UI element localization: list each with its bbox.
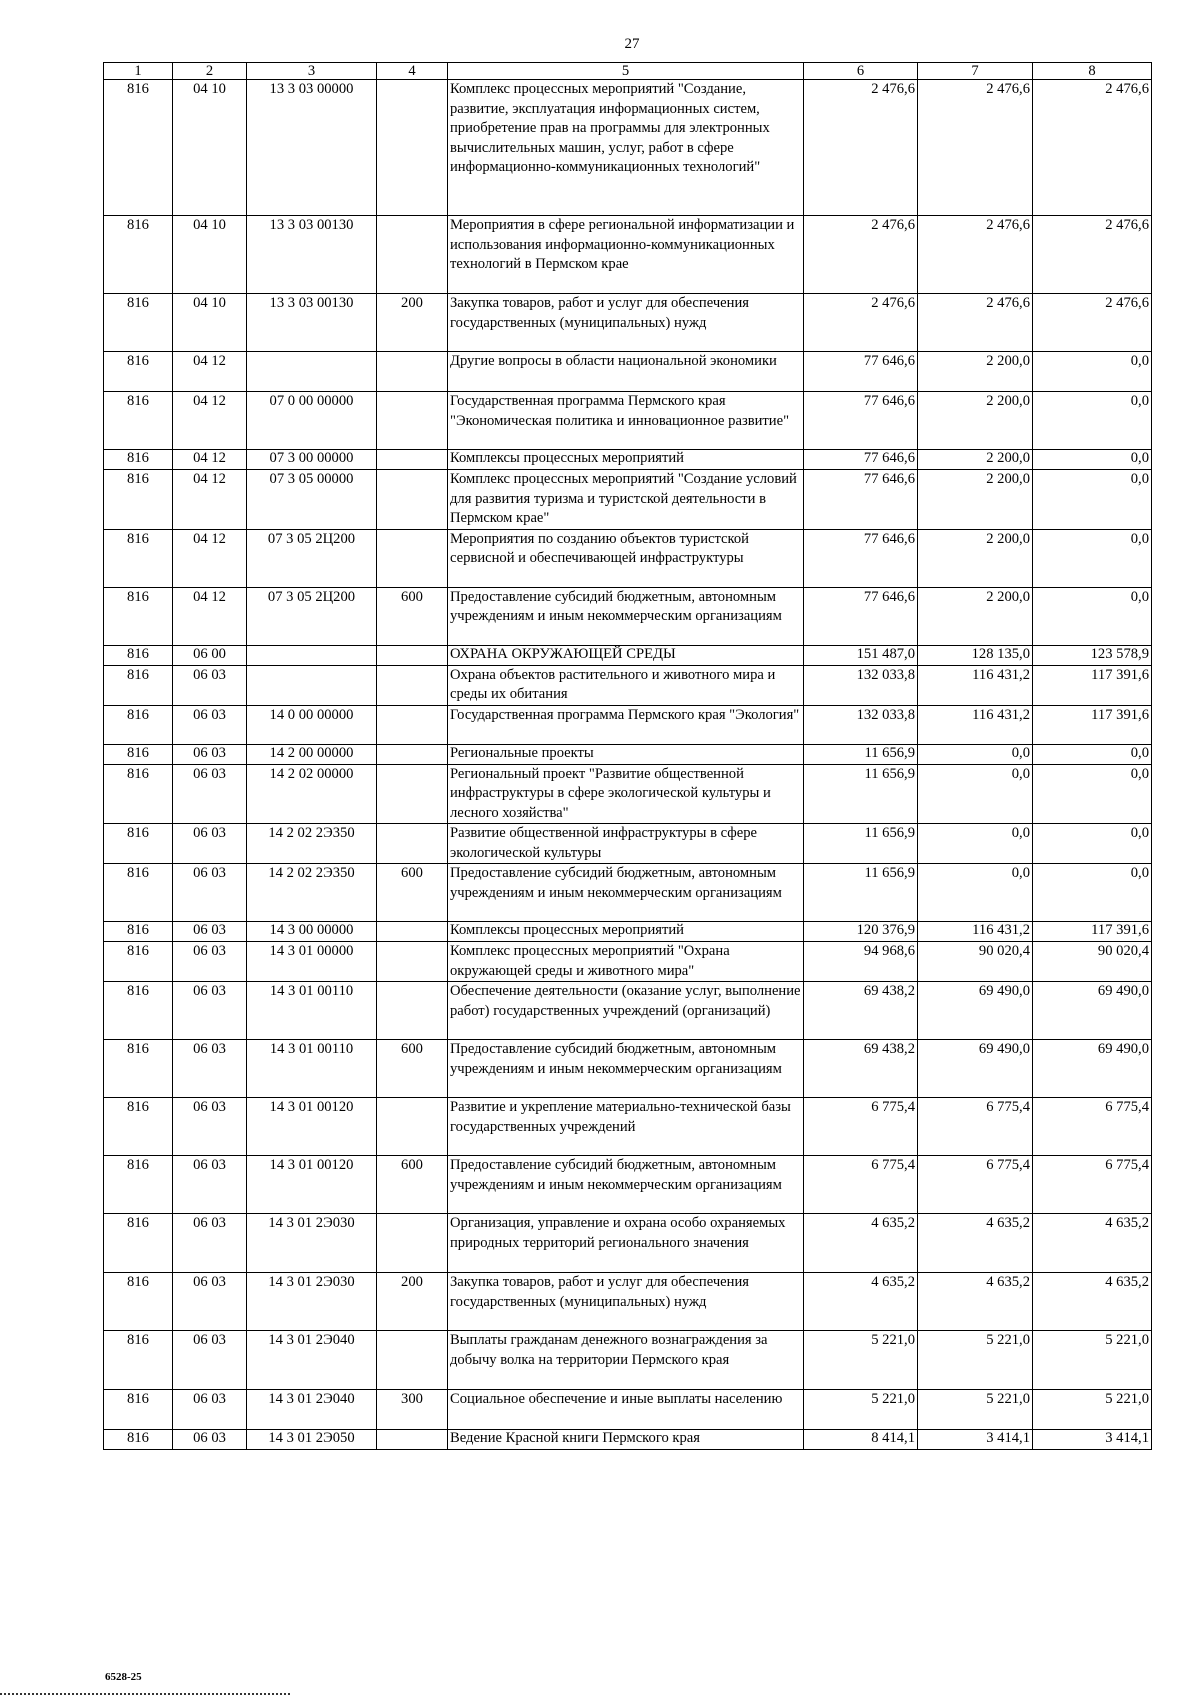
target-article-code: 14 0 00 00000 [247, 705, 377, 744]
amount-year-1: 120 376,9 [804, 922, 918, 942]
amount-year-3: 3 414,1 [1033, 1430, 1152, 1450]
expense-type-code [377, 352, 448, 392]
expense-type-code: 600 [377, 1156, 448, 1214]
amount-year-3: 2 476,6 [1033, 294, 1152, 352]
item-name: Комплекс процессных мероприятий "Охрана окружающей среды и животного мира" [448, 942, 804, 982]
amount-year-2: 2 476,6 [918, 80, 1033, 216]
table-row [104, 80, 1152, 216]
section-code: 06 03 [173, 1040, 247, 1098]
target-article-code: 14 3 01 2Э050 [247, 1430, 377, 1450]
admin-code: 816 [104, 470, 173, 530]
target-article-code: 07 3 05 00000 [247, 470, 377, 530]
section-code: 06 03 [173, 1390, 247, 1430]
admin-code: 816 [104, 665, 173, 705]
admin-code: 816 [104, 1214, 173, 1273]
column-header: 4 [377, 63, 448, 80]
amount-year-1: 132 033,8 [804, 665, 918, 705]
target-article-code: 13 3 03 00130 [247, 216, 377, 294]
amount-year-1: 77 646,6 [804, 470, 918, 530]
header-row [104, 63, 1152, 80]
section-code: 06 03 [173, 1331, 247, 1390]
target-article-code: 14 3 01 2Э040 [247, 1390, 377, 1430]
amount-year-2: 2 200,0 [918, 470, 1033, 530]
table-row [104, 705, 1152, 744]
section-code: 06 03 [173, 744, 247, 764]
section-code: 06 03 [173, 665, 247, 705]
amount-year-1: 2 476,6 [804, 80, 918, 216]
amount-year-1: 11 656,9 [804, 744, 918, 764]
amount-year-2: 3 414,1 [918, 1430, 1033, 1450]
target-article-code: 07 3 05 2Ц200 [247, 529, 377, 587]
expense-type-code: 300 [377, 1390, 448, 1430]
amount-year-2: 2 200,0 [918, 352, 1033, 392]
item-name: Предоставление субсидий бюджетным, автономным учреждениям и иным некоммерческим организациям [448, 864, 804, 922]
amount-year-3: 0,0 [1033, 529, 1152, 587]
expense-type-code [377, 1430, 448, 1450]
section-code: 06 03 [173, 942, 247, 982]
expense-type-code [377, 824, 448, 864]
target-article-code: 07 3 05 2Ц200 [247, 587, 377, 645]
table-row [104, 744, 1152, 764]
amount-year-3: 5 221,0 [1033, 1331, 1152, 1390]
section-code: 06 03 [173, 922, 247, 942]
amount-year-3: 0,0 [1033, 764, 1152, 824]
amount-year-1: 2 476,6 [804, 294, 918, 352]
admin-code: 816 [104, 1040, 173, 1098]
amount-year-1: 5 221,0 [804, 1331, 918, 1390]
amount-year-3: 69 490,0 [1033, 982, 1152, 1040]
admin-code: 816 [104, 922, 173, 942]
admin-code: 816 [104, 450, 173, 470]
section-code: 06 03 [173, 1214, 247, 1273]
amount-year-1: 4 635,2 [804, 1273, 918, 1331]
section-code: 06 03 [173, 1430, 247, 1450]
amount-year-3: 2 476,6 [1033, 216, 1152, 294]
section-code: 04 10 [173, 294, 247, 352]
table-row [104, 352, 1152, 392]
amount-year-1: 11 656,9 [804, 764, 918, 824]
expense-type-code [377, 744, 448, 764]
target-article-code: 14 3 01 00110 [247, 1040, 377, 1098]
expense-type-code [377, 645, 448, 665]
column-header: 6 [804, 63, 918, 80]
item-name: Региональные проекты [448, 744, 804, 764]
amount-year-3: 0,0 [1033, 824, 1152, 864]
amount-year-2: 0,0 [918, 864, 1033, 922]
expense-type-code [377, 392, 448, 450]
section-code: 04 12 [173, 450, 247, 470]
item-name: Комплексы процессных мероприятий [448, 450, 804, 470]
item-name: Развитие и укрепление материально-технической базы государственных учреждений [448, 1098, 804, 1156]
item-name: Предоставление субсидий бюджетным, автономным учреждениям и иным некоммерческим организациям [448, 1040, 804, 1098]
table-row [104, 982, 1152, 1040]
amount-year-1: 77 646,6 [804, 529, 918, 587]
amount-year-1: 4 635,2 [804, 1214, 918, 1273]
item-name: Комплекс процессных мероприятий "Создание, развитие, эксплуатация информационных систем, приобретение прав на программы для электронных вычислительных машин, услуг, работ в сфере информационно-коммуникационных технологий" [448, 80, 804, 216]
item-name: Закупка товаров, работ и услуг для обеспечения государственных (муниципальных) нужд [448, 1273, 804, 1331]
item-name: Выплаты гражданам денежного вознаграждения за добычу волка на территории Пермского края [448, 1331, 804, 1390]
amount-year-3: 117 391,6 [1033, 665, 1152, 705]
section-code: 06 03 [173, 1098, 247, 1156]
amount-year-1: 11 656,9 [804, 824, 918, 864]
amount-year-2: 116 431,2 [918, 665, 1033, 705]
section-code: 04 12 [173, 352, 247, 392]
admin-code: 816 [104, 352, 173, 392]
expense-type-code: 200 [377, 1273, 448, 1331]
column-header: 5 [448, 63, 804, 80]
amount-year-2: 116 431,2 [918, 705, 1033, 744]
table-row [104, 587, 1152, 645]
table-row [104, 1214, 1152, 1273]
expense-type-code [377, 80, 448, 216]
section-code: 04 12 [173, 587, 247, 645]
table-row [104, 216, 1152, 294]
section-code: 04 12 [173, 392, 247, 450]
table-row [104, 294, 1152, 352]
amount-year-3: 69 490,0 [1033, 1040, 1152, 1098]
table-row [104, 665, 1152, 705]
section-code: 06 00 [173, 645, 247, 665]
target-article-code: 14 3 01 2Э030 [247, 1214, 377, 1273]
amount-year-1: 6 775,4 [804, 1156, 918, 1214]
item-name: Закупка товаров, работ и услуг для обеспечения государственных (муниципальных) нужд [448, 294, 804, 352]
section-code: 06 03 [173, 705, 247, 744]
section-code: 04 10 [173, 80, 247, 216]
target-article-code: 14 3 01 00120 [247, 1156, 377, 1214]
table-row [104, 942, 1152, 982]
amount-year-3: 0,0 [1033, 587, 1152, 645]
amount-year-3: 0,0 [1033, 392, 1152, 450]
column-header: 1 [104, 63, 173, 80]
admin-code: 816 [104, 392, 173, 450]
amount-year-2: 2 200,0 [918, 450, 1033, 470]
target-article-code: 07 3 00 00000 [247, 450, 377, 470]
item-name: Обеспечение деятельности (оказание услуг, выполнение работ) государственных учреждений (организаций) [448, 982, 804, 1040]
item-name: Государственная программа Пермского края "Экология" [448, 705, 804, 744]
target-article-code: 14 3 01 2Э030 [247, 1273, 377, 1331]
section-code: 06 03 [173, 1273, 247, 1331]
target-article-code: 14 2 02 2Э350 [247, 824, 377, 864]
column-header: 2 [173, 63, 247, 80]
amount-year-3: 0,0 [1033, 352, 1152, 392]
admin-code: 816 [104, 80, 173, 216]
amount-year-2: 4 635,2 [918, 1273, 1033, 1331]
table-row [104, 1098, 1152, 1156]
item-name: Мероприятия по созданию объектов туристской сервисной и обеспечивающей инфраструктуры [448, 529, 804, 587]
expense-type-code [377, 216, 448, 294]
amount-year-2: 2 476,6 [918, 216, 1033, 294]
expense-type-code: 600 [377, 864, 448, 922]
admin-code: 816 [104, 587, 173, 645]
admin-code: 816 [104, 764, 173, 824]
amount-year-3: 90 020,4 [1033, 942, 1152, 982]
item-name: Предоставление субсидий бюджетным, автономным учреждениям и иным некоммерческим организациям [448, 1156, 804, 1214]
expense-type-code: 200 [377, 294, 448, 352]
amount-year-3: 2 476,6 [1033, 80, 1152, 216]
amount-year-3: 0,0 [1033, 450, 1152, 470]
amount-year-1: 2 476,6 [804, 216, 918, 294]
section-code: 04 12 [173, 529, 247, 587]
expense-type-code [377, 922, 448, 942]
amount-year-2: 2 200,0 [918, 587, 1033, 645]
item-name: Социальное обеспечение и иные выплаты населению [448, 1390, 804, 1430]
admin-code: 816 [104, 1156, 173, 1214]
amount-year-3: 5 221,0 [1033, 1390, 1152, 1430]
item-name: Развитие общественной инфраструктуры в сфере экологической культуры [448, 824, 804, 864]
section-code: 06 03 [173, 982, 247, 1040]
target-article-code: 14 3 01 00000 [247, 942, 377, 982]
expense-type-code [377, 982, 448, 1040]
target-article-code [247, 645, 377, 665]
expense-type-code [377, 1214, 448, 1273]
page-number: 27 [624, 36, 640, 52]
item-name: Охрана объектов растительного и животного мира и среды их обитания [448, 665, 804, 705]
amount-year-2: 69 490,0 [918, 982, 1033, 1040]
admin-code: 816 [104, 1331, 173, 1390]
amount-year-2: 2 476,6 [918, 294, 1033, 352]
amount-year-2: 5 221,0 [918, 1331, 1033, 1390]
section-code: 06 03 [173, 864, 247, 922]
expense-type-code [377, 764, 448, 824]
amount-year-1: 77 646,6 [804, 450, 918, 470]
target-article-code: 14 2 02 00000 [247, 764, 377, 824]
item-name: Предоставление субсидий бюджетным, автономным учреждениям и иным некоммерческим организациям [448, 587, 804, 645]
admin-code: 816 [104, 1273, 173, 1331]
item-name: Мероприятия в сфере региональной информатизации и использования информационно-коммуникационных технологий в Пермском крае [448, 216, 804, 294]
item-name: Комплексы процессных мероприятий [448, 922, 804, 942]
item-name: Ведение Красной книги Пермского края [448, 1430, 804, 1450]
amount-year-1: 69 438,2 [804, 1040, 918, 1098]
amount-year-1: 151 487,0 [804, 645, 918, 665]
item-name: Другие вопросы в области национальной экономики [448, 352, 804, 392]
item-name: Государственная программа Пермского края "Экономическая политика и инновационное развитие" [448, 392, 804, 450]
amount-year-2: 0,0 [918, 764, 1033, 824]
amount-year-1: 132 033,8 [804, 705, 918, 744]
amount-year-2: 0,0 [918, 744, 1033, 764]
table-row [104, 824, 1152, 864]
target-article-code: 13 3 03 00130 [247, 294, 377, 352]
target-article-code: 14 2 02 2Э350 [247, 864, 377, 922]
amount-year-2: 90 020,4 [918, 942, 1033, 982]
target-article-code: 14 3 01 00120 [247, 1098, 377, 1156]
amount-year-3: 123 578,9 [1033, 645, 1152, 665]
target-article-code: 14 3 01 2Э040 [247, 1331, 377, 1390]
admin-code: 816 [104, 824, 173, 864]
admin-code: 816 [104, 982, 173, 1040]
amount-year-3: 117 391,6 [1033, 922, 1152, 942]
amount-year-2: 116 431,2 [918, 922, 1033, 942]
amount-year-3: 6 775,4 [1033, 1156, 1152, 1214]
expense-type-code [377, 470, 448, 530]
admin-code: 816 [104, 1098, 173, 1156]
amount-year-3: 0,0 [1033, 470, 1152, 530]
admin-code: 816 [104, 529, 173, 587]
admin-code: 816 [104, 942, 173, 982]
document-code: 6528-25 [105, 1671, 142, 1683]
item-name: ОХРАНА ОКРУЖАЮЩЕЙ СРЕДЫ [448, 645, 804, 665]
admin-code: 816 [104, 294, 173, 352]
amount-year-2: 2 200,0 [918, 529, 1033, 587]
admin-code: 816 [104, 645, 173, 665]
admin-code: 816 [104, 705, 173, 744]
amount-year-2: 4 635,2 [918, 1214, 1033, 1273]
table-row [104, 864, 1152, 922]
expense-type-code [377, 942, 448, 982]
expense-type-code [377, 705, 448, 744]
target-article-code: 13 3 03 00000 [247, 80, 377, 216]
section-code: 06 03 [173, 764, 247, 824]
table-row [104, 470, 1152, 530]
expense-type-code [377, 665, 448, 705]
amount-year-1: 8 414,1 [804, 1430, 918, 1450]
item-name: Организация, управление и охрана особо охраняемых природных территорий регионального значения [448, 1214, 804, 1273]
target-article-code: 14 2 00 00000 [247, 744, 377, 764]
table-row [104, 1156, 1152, 1214]
item-name: Комплекс процессных мероприятий "Создание условий для развития туризма и туристской деятельности в Пермском крае" [448, 470, 804, 530]
section-code: 04 10 [173, 216, 247, 294]
table-row [104, 1273, 1152, 1331]
amount-year-2: 69 490,0 [918, 1040, 1033, 1098]
column-header: 3 [247, 63, 377, 80]
table-row [104, 1390, 1152, 1430]
admin-code: 816 [104, 1390, 173, 1430]
table-row [104, 450, 1152, 470]
table-row [104, 645, 1152, 665]
amount-year-2: 2 200,0 [918, 392, 1033, 450]
section-code: 06 03 [173, 824, 247, 864]
amount-year-1: 5 221,0 [804, 1390, 918, 1430]
table-row [104, 922, 1152, 942]
expense-type-code: 600 [377, 587, 448, 645]
target-article-code: 14 3 01 00110 [247, 982, 377, 1040]
amount-year-3: 117 391,6 [1033, 705, 1152, 744]
amount-year-2: 0,0 [918, 824, 1033, 864]
target-article-code [247, 352, 377, 392]
amount-year-1: 69 438,2 [804, 982, 918, 1040]
amount-year-1: 11 656,9 [804, 864, 918, 922]
amount-year-1: 94 968,6 [804, 942, 918, 982]
table-row [104, 1430, 1152, 1450]
admin-code: 816 [104, 216, 173, 294]
table-row [104, 529, 1152, 587]
expense-type-code [377, 529, 448, 587]
expense-type-code [377, 450, 448, 470]
table-row [104, 764, 1152, 824]
table-row [104, 1331, 1152, 1390]
amount-year-1: 77 646,6 [804, 392, 918, 450]
admin-code: 816 [104, 1430, 173, 1450]
amount-year-1: 77 646,6 [804, 587, 918, 645]
budget-table [103, 62, 1152, 1450]
column-header: 7 [918, 63, 1033, 80]
table-row [104, 1040, 1152, 1098]
item-name: Региональный проект "Развитие общественной инфраструктуры в сфере экологической культуры и лесного хозяйства" [448, 764, 804, 824]
section-code: 04 12 [173, 470, 247, 530]
expense-type-code [377, 1098, 448, 1156]
amount-year-2: 5 221,0 [918, 1390, 1033, 1430]
amount-year-2: 6 775,4 [918, 1156, 1033, 1214]
expense-type-code: 600 [377, 1040, 448, 1098]
amount-year-3: 0,0 [1033, 864, 1152, 922]
column-header: 8 [1033, 63, 1152, 80]
expense-type-code [377, 1331, 448, 1390]
target-article-code: 14 3 00 00000 [247, 922, 377, 942]
amount-year-3: 6 775,4 [1033, 1098, 1152, 1156]
target-article-code: 07 0 00 00000 [247, 392, 377, 450]
amount-year-3: 4 635,2 [1033, 1214, 1152, 1273]
amount-year-1: 77 646,6 [804, 352, 918, 392]
amount-year-1: 6 775,4 [804, 1098, 918, 1156]
admin-code: 816 [104, 864, 173, 922]
amount-year-2: 128 135,0 [918, 645, 1033, 665]
amount-year-3: 0,0 [1033, 744, 1152, 764]
section-code: 06 03 [173, 1156, 247, 1214]
table-row [104, 392, 1152, 450]
amount-year-3: 4 635,2 [1033, 1273, 1152, 1331]
target-article-code [247, 665, 377, 705]
scan-border-line [0, 1693, 290, 1695]
amount-year-2: 6 775,4 [918, 1098, 1033, 1156]
admin-code: 816 [104, 744, 173, 764]
